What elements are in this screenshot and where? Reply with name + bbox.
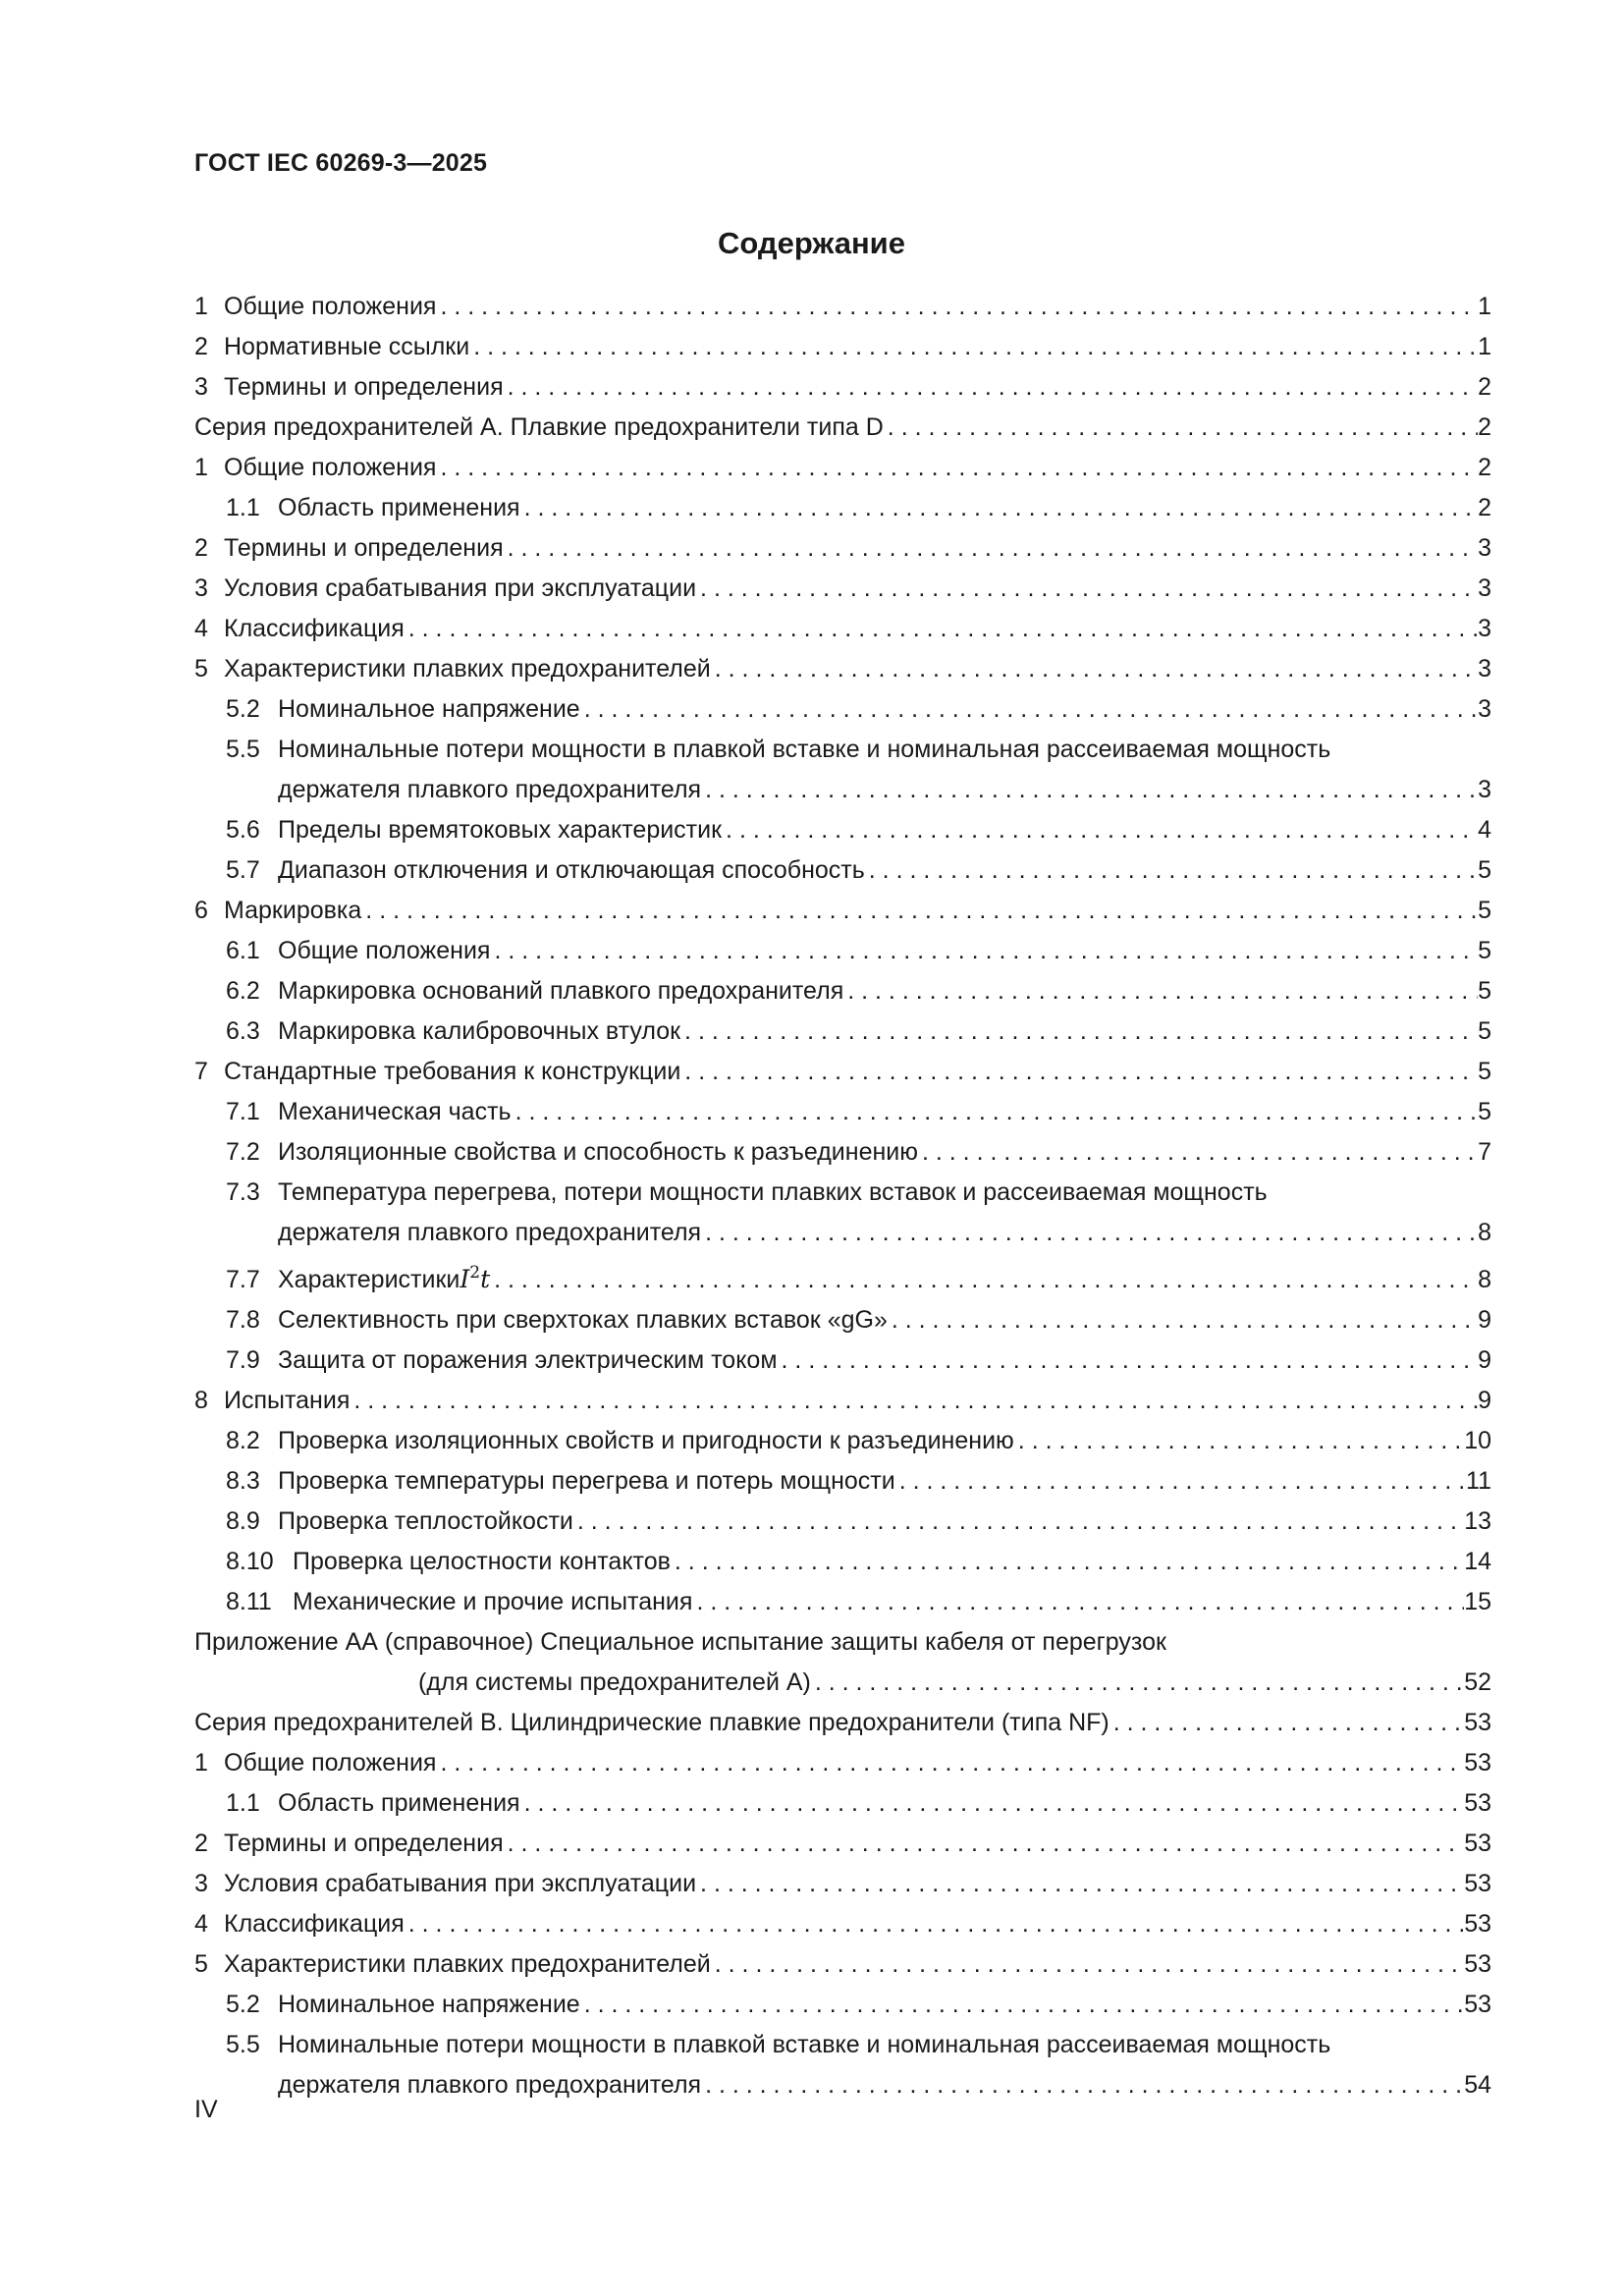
toc-leader-dots xyxy=(869,850,1478,891)
toc-entry-number: 5.2 xyxy=(226,695,260,723)
toc-entry-label: Испытания xyxy=(224,1387,351,1414)
toc-entry-label: Стандартные требования к конструкции xyxy=(224,1058,681,1085)
toc-entry[interactable] xyxy=(194,287,1491,327)
toc-entry-page: 5 xyxy=(1478,897,1491,924)
toc-leader-dots xyxy=(577,1502,1464,1542)
toc-entry-label: Классификация xyxy=(224,1910,405,1938)
toc-leader-dots xyxy=(1018,1421,1464,1461)
formula-i2t xyxy=(460,1253,490,1299)
toc-entry-label: Общие положения xyxy=(224,293,437,320)
formula-tail: t xyxy=(480,1265,491,1293)
toc-entry-label: Термины и определения xyxy=(224,1830,504,1857)
toc-entry-page: 5 xyxy=(1478,1017,1491,1045)
toc-entry-page: 11 xyxy=(1466,1467,1491,1495)
toc-entry-label: Классификация xyxy=(224,615,405,642)
toc-leader-dots xyxy=(705,2065,1464,2105)
toc-entry-label: Маркировка оснований плавкого предохранителя xyxy=(278,977,844,1005)
toc-entry-label-continued: держателя плавкого предохранителя xyxy=(278,1219,702,1246)
toc-entry-number: 7.9 xyxy=(226,1346,260,1374)
toc-leader-dots xyxy=(715,649,1478,689)
toc-entry-page: 5 xyxy=(1478,1058,1491,1085)
toc-entry-number: 4 xyxy=(194,615,208,642)
toc-entry-label: Серия предохранителей В. Цилиндрические плавкие предохранители (типа NF) xyxy=(194,1709,1109,1736)
toc-leader-dots xyxy=(408,1904,1464,1944)
toc-entry-page: 10 xyxy=(1464,1427,1491,1454)
toc-leader-dots xyxy=(494,931,1478,971)
toc-leader-dots xyxy=(696,1582,1464,1622)
toc-entry-label: Номинальное напряжение xyxy=(278,1991,580,2018)
toc-leader-dots xyxy=(892,1300,1478,1340)
toc-leader-dots xyxy=(584,689,1478,730)
toc-entry-number: 5.6 xyxy=(226,816,260,844)
formula-base: I xyxy=(460,1265,470,1293)
toc-leader-dots xyxy=(408,609,1478,649)
toc-leader-dots xyxy=(524,488,1479,528)
toc-entry-label: Характеристики xyxy=(278,1266,460,1293)
toc-entry-label: Характеристики плавких предохранителей xyxy=(224,1950,711,1978)
toc-leader-dots xyxy=(922,1132,1478,1173)
toc-entry[interactable] xyxy=(194,327,1491,367)
table-of-contents xyxy=(194,287,1491,2105)
toc-leader-dots xyxy=(440,448,1478,488)
toc-entry-number: 3 xyxy=(194,1870,208,1897)
toc-entry[interactable] xyxy=(194,649,1491,689)
toc-entry-label: Приложение АА (справочное) Специальное испытание защиты кабеля от перегрузок xyxy=(194,1628,1166,1656)
toc-entry-label: Область применения xyxy=(278,1789,520,1817)
toc-entry-number: 8.10 xyxy=(226,1548,274,1575)
toc-entry-number: 4 xyxy=(194,1910,208,1938)
toc-leader-dots xyxy=(815,1663,1464,1703)
toc-leader-dots xyxy=(353,1381,1478,1421)
toc-leader-dots xyxy=(440,287,1478,327)
toc-entry-page: 3 xyxy=(1478,615,1491,642)
toc-leader-dots xyxy=(1113,1703,1464,1743)
toc-entry-label: Термины и определения xyxy=(224,534,504,562)
toc-entry-label: Маркировка калибровочных втулок xyxy=(278,1017,681,1045)
toc-entry-label: Проверка целостности контактов xyxy=(293,1548,671,1575)
toc-entry-page: 3 xyxy=(1478,574,1491,602)
toc-entry[interactable] xyxy=(194,1502,1491,1542)
toc-entry-number: 8.9 xyxy=(226,1507,260,1535)
toc-entry-number: 8.3 xyxy=(226,1467,260,1495)
toc-entry[interactable] xyxy=(194,448,1491,488)
toc-leader-dots xyxy=(440,1743,1464,1783)
toc-leader-dots xyxy=(473,327,1478,367)
toc-entry-page: 53 xyxy=(1464,1950,1491,1978)
toc-entry[interactable] xyxy=(194,1461,1491,1502)
toc-entry[interactable] xyxy=(194,1092,1491,1132)
toc-entry-page: 3 xyxy=(1478,534,1491,562)
toc-entry-page: 3 xyxy=(1478,695,1491,723)
toc-entry-number: 1 xyxy=(194,454,208,481)
toc-entry-number: 5.5 xyxy=(226,2031,260,2058)
toc-entry-number: 1.1 xyxy=(226,1789,260,1817)
toc-entry-page: 5 xyxy=(1478,1098,1491,1125)
toc-entry-number: 8.11 xyxy=(226,1588,272,1615)
toc-entry-number: 5 xyxy=(194,655,208,683)
toc-entry-page: 1 xyxy=(1478,333,1491,360)
formula-superscript: 2 xyxy=(469,1263,481,1283)
toc-leader-dots xyxy=(365,891,1478,931)
toc-entry[interactable] xyxy=(194,609,1491,649)
toc-entry-number: 2 xyxy=(194,1830,208,1857)
toc-entry-number: 8.2 xyxy=(226,1427,260,1454)
toc-entry-label: Условия срабатывания при эксплуатации xyxy=(224,574,697,602)
toc-entry[interactable] xyxy=(194,2025,1491,2105)
toc-entry-page: 7 xyxy=(1478,1138,1491,1166)
toc-leader-dots xyxy=(705,1213,1478,1253)
toc-entry-page: 53 xyxy=(1464,1870,1491,1897)
toc-entry-number: 7.1 xyxy=(226,1098,260,1125)
toc-entry-number: 1 xyxy=(194,293,208,320)
toc-entry-label-continued: держателя плавкого предохранителя xyxy=(278,2071,702,2099)
toc-entry-number: 5.2 xyxy=(226,1991,260,2018)
toc-entry-number: 1.1 xyxy=(226,494,260,521)
toc-entry-label: Номинальные потери мощности в плавкой вставке и номинальная рассеиваемая мощность xyxy=(278,736,1331,763)
toc-entry-label: Номинальное напряжение xyxy=(278,695,580,723)
toc-entry-number: 6 xyxy=(194,897,208,924)
toc-leader-dots xyxy=(584,1985,1464,2025)
toc-entry[interactable] xyxy=(194,1173,1491,1253)
toc-entry[interactable] xyxy=(194,1542,1491,1582)
toc-entry-page: 2 xyxy=(1478,454,1491,481)
toc-entry[interactable] xyxy=(194,1703,1491,1743)
toc-entry-page: 53 xyxy=(1464,1789,1491,1817)
toc-entry[interactable] xyxy=(194,730,1491,810)
toc-entry[interactable] xyxy=(194,528,1491,569)
toc-entry-page: 8 xyxy=(1478,1219,1491,1246)
toc-entry-label: Проверка температуры перегрева и потерь мощности xyxy=(278,1467,895,1495)
toc-entry-label: Диапазон отключения и отключающая способность xyxy=(278,856,865,884)
toc-entry-label: Изоляционные свойства и способность к разъединению xyxy=(278,1138,918,1166)
toc-entry[interactable] xyxy=(194,1253,1491,1300)
toc-entry[interactable] xyxy=(194,1582,1491,1622)
toc-leader-dots xyxy=(782,1340,1479,1381)
toc-entry-page: 2 xyxy=(1478,494,1491,521)
toc-entry-number: 2 xyxy=(194,333,208,360)
toc-entry[interactable] xyxy=(194,1011,1491,1052)
toc-entry-page: 3 xyxy=(1478,655,1491,683)
toc-entry[interactable] xyxy=(194,850,1491,891)
toc-entry-label: Серия предохранителей А. Плавкие предохранители типа D xyxy=(194,413,884,441)
toc-entry[interactable] xyxy=(194,1300,1491,1340)
toc-leader-dots xyxy=(508,1824,1465,1864)
toc-entry-number: 5 xyxy=(194,1950,208,1978)
toc-entry-number: 7.8 xyxy=(226,1306,260,1334)
toc-entry-number: 7.3 xyxy=(226,1178,260,1206)
toc-entry-label: Номинальные потери мощности в плавкой вставке и номинальная рассеиваемая мощность xyxy=(278,2031,1331,2058)
toc-entry-label: Защита от поражения электрическим током xyxy=(278,1346,778,1374)
toc-leader-dots xyxy=(715,1944,1464,1985)
toc-entry-page: 5 xyxy=(1478,937,1491,964)
toc-entry[interactable] xyxy=(194,1132,1491,1173)
document-header: ГОСТ IEC 60269-3—2025 xyxy=(194,149,488,177)
toc-entry-page: 53 xyxy=(1464,1709,1491,1736)
toc-entry-page: 9 xyxy=(1478,1346,1491,1374)
toc-leader-dots xyxy=(684,1011,1478,1052)
toc-entry-label: Механические и прочие испытания xyxy=(293,1588,693,1615)
toc-leader-dots xyxy=(726,810,1478,850)
toc-leader-dots xyxy=(494,1260,1478,1300)
toc-entry[interactable] xyxy=(194,891,1491,931)
toc-entry-number: 6.3 xyxy=(226,1017,260,1045)
toc-entry-page: 52 xyxy=(1464,1668,1491,1696)
toc-entry-page: 5 xyxy=(1478,977,1491,1005)
toc-entry-label: Температура перегрева, потери мощности плавких вставок и рассеиваемая мощность xyxy=(278,1178,1268,1206)
toc-entry-page: 1 xyxy=(1478,293,1491,320)
toc-entry[interactable] xyxy=(194,971,1491,1011)
toc-entry-page: 13 xyxy=(1464,1507,1491,1535)
toc-leader-dots xyxy=(524,1783,1465,1824)
toc-entry-label: Термины и определения xyxy=(224,373,504,401)
toc-entry-page: 3 xyxy=(1478,776,1491,803)
toc-entry[interactable] xyxy=(194,1824,1491,1864)
toc-leader-dots xyxy=(899,1461,1466,1502)
toc-entry-label: Нормативные ссылки xyxy=(224,333,470,360)
toc-entry-label-continued: держателя плавкого предохранителя xyxy=(278,776,702,803)
toc-leader-dots xyxy=(508,528,1478,569)
toc-entry-page: 9 xyxy=(1478,1306,1491,1334)
toc-entry-number: 6.1 xyxy=(226,937,260,964)
toc-leader-dots xyxy=(675,1542,1464,1582)
toc-entry[interactable] xyxy=(194,689,1491,730)
toc-entry[interactable] xyxy=(194,931,1491,971)
toc-entry[interactable] xyxy=(194,569,1491,609)
toc-entry-label: Пределы времятоковых характеристик xyxy=(278,816,723,844)
toc-entry-label-continued: (для системы предохранителей А) xyxy=(418,1668,811,1696)
toc-entry-number: 8 xyxy=(194,1387,208,1414)
toc-entry-label: Характеристики плавких предохранителей xyxy=(224,655,711,683)
toc-entry-number: 7.7 xyxy=(226,1266,260,1293)
toc-entry-number: 1 xyxy=(194,1749,208,1777)
toc-entry-label: Общие положения xyxy=(224,454,437,481)
toc-entry[interactable] xyxy=(194,1985,1491,2025)
toc-entry-label: Селективность при сверхтоках плавких вставок «gG» xyxy=(278,1306,888,1334)
toc-entry[interactable] xyxy=(194,1904,1491,1944)
toc-entry-label: Общие положения xyxy=(224,1749,437,1777)
toc-entry[interactable] xyxy=(194,1944,1491,1985)
toc-entry-page: 5 xyxy=(1478,856,1491,884)
toc-entry-page: 53 xyxy=(1464,1991,1491,2018)
toc-entry[interactable] xyxy=(194,1783,1491,1824)
toc-entry-label: Проверка теплостойкости xyxy=(278,1507,573,1535)
toc-entry-page: 8 xyxy=(1478,1266,1491,1293)
toc-entry-number: 5.7 xyxy=(226,856,260,884)
toc-entry-label: Область применения xyxy=(278,494,520,521)
toc-entry-number: 7.2 xyxy=(226,1138,260,1166)
toc-entry-number: 3 xyxy=(194,574,208,602)
toc-entry-label: Условия срабатывания при эксплуатации xyxy=(224,1870,697,1897)
toc-entry-page: 14 xyxy=(1464,1548,1491,1575)
toc-leader-dots xyxy=(515,1092,1479,1132)
toc-leader-dots xyxy=(508,367,1478,408)
toc-entry-number: 5.5 xyxy=(226,736,260,763)
toc-entry-number: 6.2 xyxy=(226,977,260,1005)
toc-entry[interactable] xyxy=(194,1052,1491,1092)
toc-entry-number: 2 xyxy=(194,534,208,562)
toc-entry[interactable] xyxy=(194,367,1491,408)
toc-entry-page: 53 xyxy=(1464,1749,1491,1777)
toc-leader-dots xyxy=(847,971,1478,1011)
page-number: IV xyxy=(194,2096,218,2123)
toc-title: Содержание xyxy=(718,226,905,260)
toc-leader-dots xyxy=(684,1052,1478,1092)
toc-entry-page: 53 xyxy=(1464,1910,1491,1938)
toc-entry-page: 15 xyxy=(1464,1588,1491,1615)
toc-leader-dots xyxy=(700,1864,1464,1904)
toc-leader-dots xyxy=(888,408,1478,448)
toc-entry-page: 2 xyxy=(1478,373,1491,401)
toc-entry-label: Механическая часть xyxy=(278,1098,512,1125)
toc-entry-page: 4 xyxy=(1478,816,1491,844)
toc-leader-dots xyxy=(705,770,1478,810)
toc-entry-number: 3 xyxy=(194,373,208,401)
toc-entry-label: Маркировка xyxy=(224,897,362,924)
toc-entry-page: 54 xyxy=(1464,2071,1491,2099)
toc-entry-page: 9 xyxy=(1478,1387,1491,1414)
toc-entry[interactable] xyxy=(194,1864,1491,1904)
toc-entry-page: 53 xyxy=(1464,1830,1491,1857)
toc-entry[interactable] xyxy=(194,1340,1491,1381)
toc-entry-page: 2 xyxy=(1478,413,1491,441)
toc-entry[interactable] xyxy=(194,1421,1491,1461)
toc-entry-label: Общие положения xyxy=(278,937,491,964)
toc-entry-label: Проверка изоляционных свойств и пригодности к разъединению xyxy=(278,1427,1014,1454)
toc-entry-number: 7 xyxy=(194,1058,208,1085)
toc-entry[interactable] xyxy=(194,1381,1491,1421)
toc-entry[interactable] xyxy=(194,488,1491,528)
toc-entry[interactable] xyxy=(194,1622,1491,1703)
toc-entry[interactable] xyxy=(194,810,1491,850)
toc-leader-dots xyxy=(700,569,1478,609)
toc-entry[interactable] xyxy=(194,1743,1491,1783)
toc-entry[interactable] xyxy=(194,408,1491,448)
